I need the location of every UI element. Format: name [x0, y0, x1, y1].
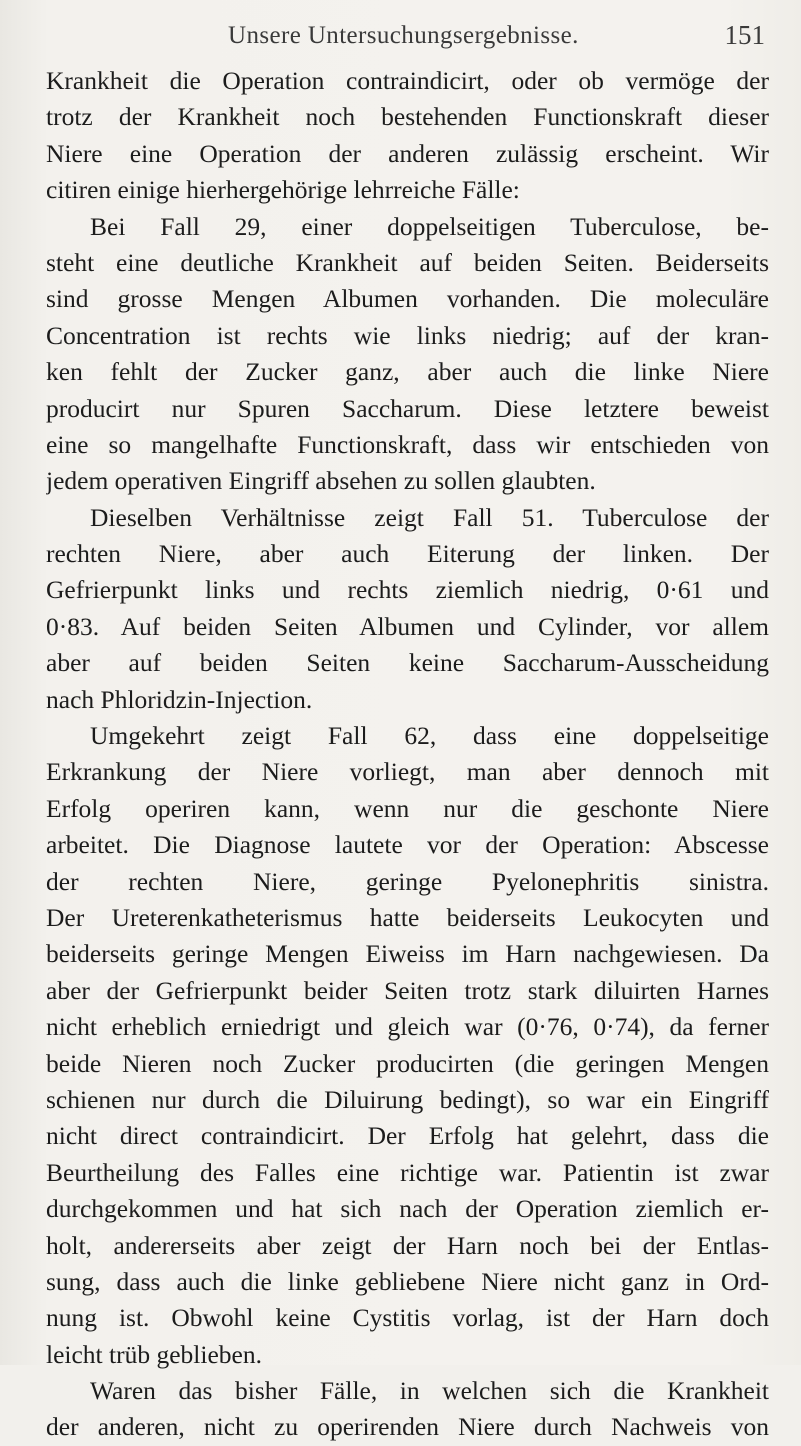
text-line: aber auf beiden Seiten keine Saccharum-Ausscheidung [46, 648, 769, 678]
text-line: Gefrierpunkt links und rechts ziemlich niedrig, 0·61 und [46, 575, 769, 605]
text-line: jedem operativen Eingriff absehen zu sollen glaubten. [46, 466, 596, 496]
text-line: leicht trüb geblieben. [46, 1339, 262, 1369]
text-line: 0·83. Auf beiden Seiten Albumen und Cylinder, vor allem [46, 611, 769, 641]
text-line: Der Ureterenkatheterismus hatte beiderseits Leukocyten und [46, 902, 769, 932]
text-line: Beurtheilung des Falles eine richtige war. Patientin ist zwar [46, 1157, 769, 1187]
page-number: 151 [724, 20, 765, 50]
running-head: Unsere Untersuchungsergebnisse. [228, 22, 579, 49]
text-line: nach Phloridzin-Injection. [46, 684, 313, 714]
text-line: nung ist. Obwohl keine Cystitis vorlag, ist der Harn doch [46, 1303, 769, 1333]
text-line: sind grosse Mengen Albumen vorhanden. Die moleculäre [46, 284, 769, 314]
text-line: der anderen, nicht zu operirenden Niere durch Nachweis von [46, 1412, 769, 1442]
text-line: trotz der Krankheit noch bestehenden Functionskraft dieser [46, 102, 769, 132]
text-line: ken fehlt der Zucker ganz, aber auch die linke Niere [46, 357, 769, 387]
text-line: Umgekehrt zeigt Fall 62, dass eine doppelseitige [90, 721, 769, 751]
text-line: durchgekommen und hat sich nach der Operation ziemlich er- [46, 1194, 769, 1224]
text-line: der rechten Niere, geringe Pyelonephritis sinistra. [46, 866, 769, 896]
text-line: schienen nur durch die Diluirung bedingt), so war ein Eingriff [46, 1084, 769, 1114]
text-line: nicht erheblich erniedrigt und gleich war (0·76, 0·74), da ferner [46, 1012, 769, 1042]
text-line: Niere eine Operation der anderen zulässig erscheint. Wir [46, 138, 769, 168]
text-line: holt, andererseits aber zeigt der Harn noch bei der Entlas- [46, 1230, 769, 1260]
text-line: rechten Niere, aber auch Eiterung der linken. Der [46, 539, 769, 569]
text-line: Erfolg operiren kann, wenn nur die geschonte Niere [46, 793, 769, 823]
text-line: Krankheit die Operation contraindicirt, oder ob vermöge der [46, 66, 769, 95]
text-line: Waren das bisher Fälle, in welchen sich die Krankheit [90, 1376, 769, 1406]
text-line: aber der Gefrierpunkt beider Seiten trotz stark diluirten Harnes [46, 975, 769, 1005]
text-line: beide Nieren noch Zucker producirten (die geringen Mengen [46, 1048, 769, 1078]
body-text [46, 63, 769, 1446]
text-line: nicht direct contraindicirt. Der Erfolg hat gelehrt, dass die [46, 1121, 769, 1151]
text-line: sung, dass auch die linke gebliebene Niere nicht ganz in Ord- [46, 1266, 769, 1296]
text-line: Concentration ist rechts wie links niedrig; auf der kran- [46, 320, 769, 350]
page-header [0, 18, 801, 52]
text-line: arbeitet. Die Diagnose lautete vor der Operation: Abscesse [46, 830, 769, 860]
text-line: citiren einige hierhergehörige lehrreiche Fälle: [46, 175, 520, 205]
text-line: beiderseits geringe Mengen Eiweiss im Harn nachgewiesen. Da [46, 939, 769, 969]
text-line: steht eine deutliche Krankheit auf beiden Seiten. Beiderseits [46, 247, 769, 277]
text-line: Bei Fall 29, einer doppelseitigen Tuberculose, be- [90, 211, 769, 241]
text-line: Erkrankung der Niere vorliegt, man aber dennoch mit [46, 757, 769, 787]
text-line: Dieselben Verhältnisse zeigt Fall 51. Tuberculose der [90, 502, 769, 532]
text-line: eine so mangelhafte Functionskraft, dass wir entschieden von [46, 429, 769, 459]
text-line: producirt nur Spuren Saccharum. Diese letztere beweist [46, 393, 769, 423]
